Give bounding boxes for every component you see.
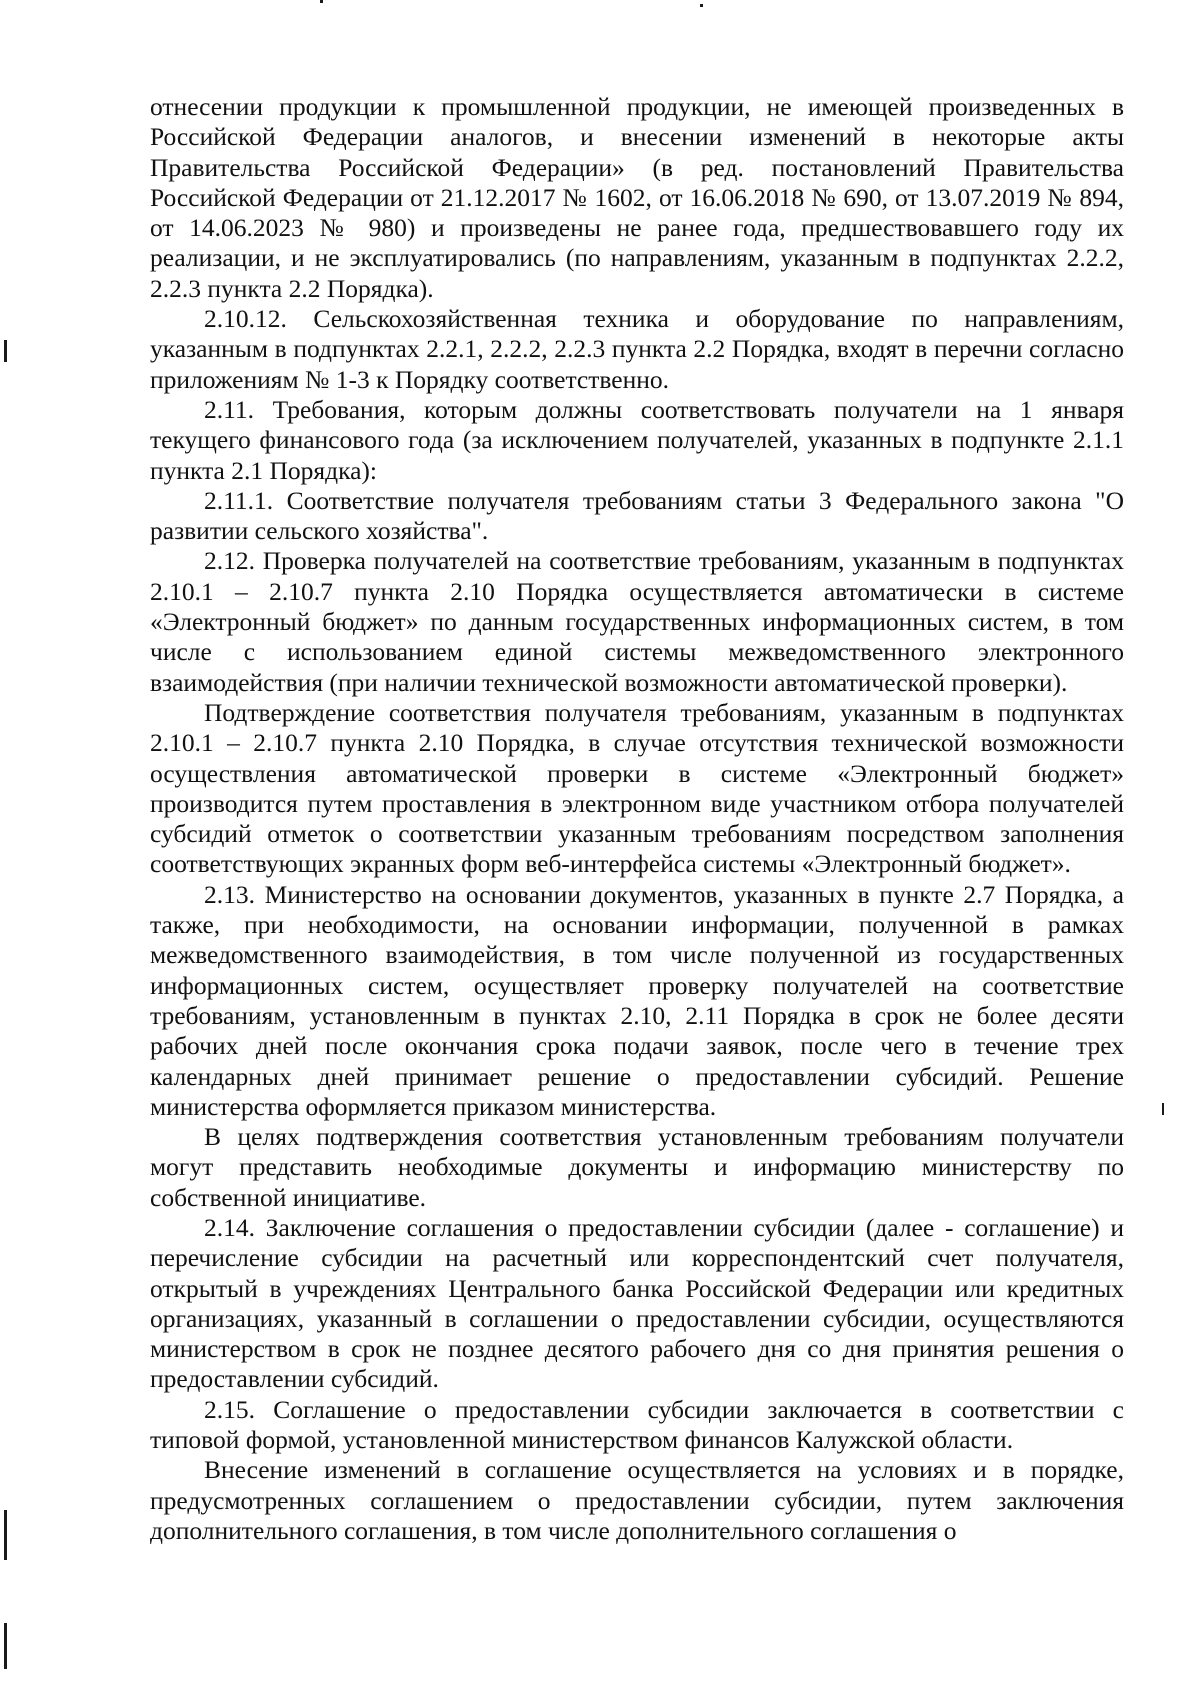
document-body [150,92,1124,1546]
paragraph-2-11-1: 2.11.1. Соответствие получателя требованиям статьи 3 Федерального закона "О развитии сельского хозяйства". [150,485,1124,546]
scan-artifact-mark [1162,1103,1164,1115]
paragraph-2-10-12: 2.10.12. Сельскохозяйственная техника и оборудование по направлениям, указанным в подпунктах 2.2.1, 2.2.2, 2.2.3 пункта 2.2 Порядка, входят в перечни согласно приложениям № 1-3 к Порядку соответственно. [150,304,1124,394]
paragraph-2-15: 2.15. Соглашение о предоставлении субсидии заключается в соответствии с типовой формой, установленной министерством финансов Калужской области. [150,1394,1124,1455]
paragraph-2-12-confirmation: Подтверждение соответствия получателя требованиям, указанным в подпунктах 2.10.1 – 2.10.7 пункта 2.10 Порядка, в случае отсутствия технической возможности осуществления автоматической проверки в системе «Электронный бюджет» производится путем проставления в электронном виде участником отбора получателей субсидий отметок о соответствии указанным требованиям посредством заполнения соответствующих экранных форм веб-интерфейса системы «Электронный бюджет». [150,697,1124,879]
scan-artifact-mark [4,1623,7,1669]
paragraph-2-15-amendments: Внесение изменений в соглашение осуществляется на условиях и в порядке, предусмотренных соглашением о предоставлении субсидии, путем заключения дополнительного соглашения, в том числе дополнительного соглашения о [150,1455,1124,1545]
paragraph-2-13: 2.13. Министерство на основании документов, указанных в пункте 2.7 Порядка, а также, при необходимости, на основании информации, полученной в рамках межведомственного взаимодействия, в том числе полученной из государственных информационных систем, осуществляет проверку получателей на соответствие требованиям, установленным в пунктах 2.10, 2.11 Порядка в срок не более десяти рабочих дней после окончания срока подачи заявок, после чего в течение трех календарных дней принимает решение о предоставлении субсидий. Решение министерства оформляется приказом министерства. [150,879,1124,1121]
paragraph-2-11: 2.11. Требования, которым должны соответствовать получатели на 1 января текущего финансового года (за исключением получателей, указанных в подпункте 2.1.1 пункта 2.1 Порядка): [150,394,1124,485]
scan-artifact-mark [700,4,703,7]
paragraph-intro: отнесении продукции к промышленной продукции, не имеющей произведенных в Российской Федерации аналогов, и внесении изменений в некоторые акты Правительства Российской Федерации» (в ред. постановлений Правительства Российской Федерации от 21.12.2017 № 1602, от 16.06.2018 № 690, от 13.07.2019 № 894, от 14.06.2023 № 980) и произведены не ранее года, предшествовавшего году их реализации, и не эксплуатировались (по направлениям, указанным в подпунктах 2.2.2, 2.2.3 пункта 2.2 Порядка). [150,92,1124,303]
scan-artifact-mark [4,1510,7,1560]
paragraph-2-12: 2.12. Проверка получателей на соответствие требованиям, указанным в подпунктах 2.10.1 – 2.10.7 пункта 2.10 Порядка осуществляется автоматически в системе «Электронный бюджет» по данным государственных информационных систем, в том числе с использованием единой системы межведомственного электронного взаимодействия (при наличии технической возможности автоматической проверки). [150,546,1124,697]
paragraph-2-13-initiative: В целях подтверждения соответствия установленным требованиям получатели могут представить необходимые документы и информацию министерству по собственной инициативе. [150,1122,1124,1212]
scan-artifact-mark [320,0,323,3]
paragraph-2-14: 2.14. Заключение соглашения о предоставлении субсидии (далее - соглашение) и перечисление субсидии на расчетный или корреспондентский счет получателя, открытый в учреждениях Центрального банка Российской Федерации или кредитных организациях, указанный в соглашении о предоставлении субсидии, осуществляются министерством в срок не позднее десятого рабочего дня со дня принятия решения о предоставлении субсидий. [150,1212,1124,1394]
scan-artifact-mark [4,340,7,362]
